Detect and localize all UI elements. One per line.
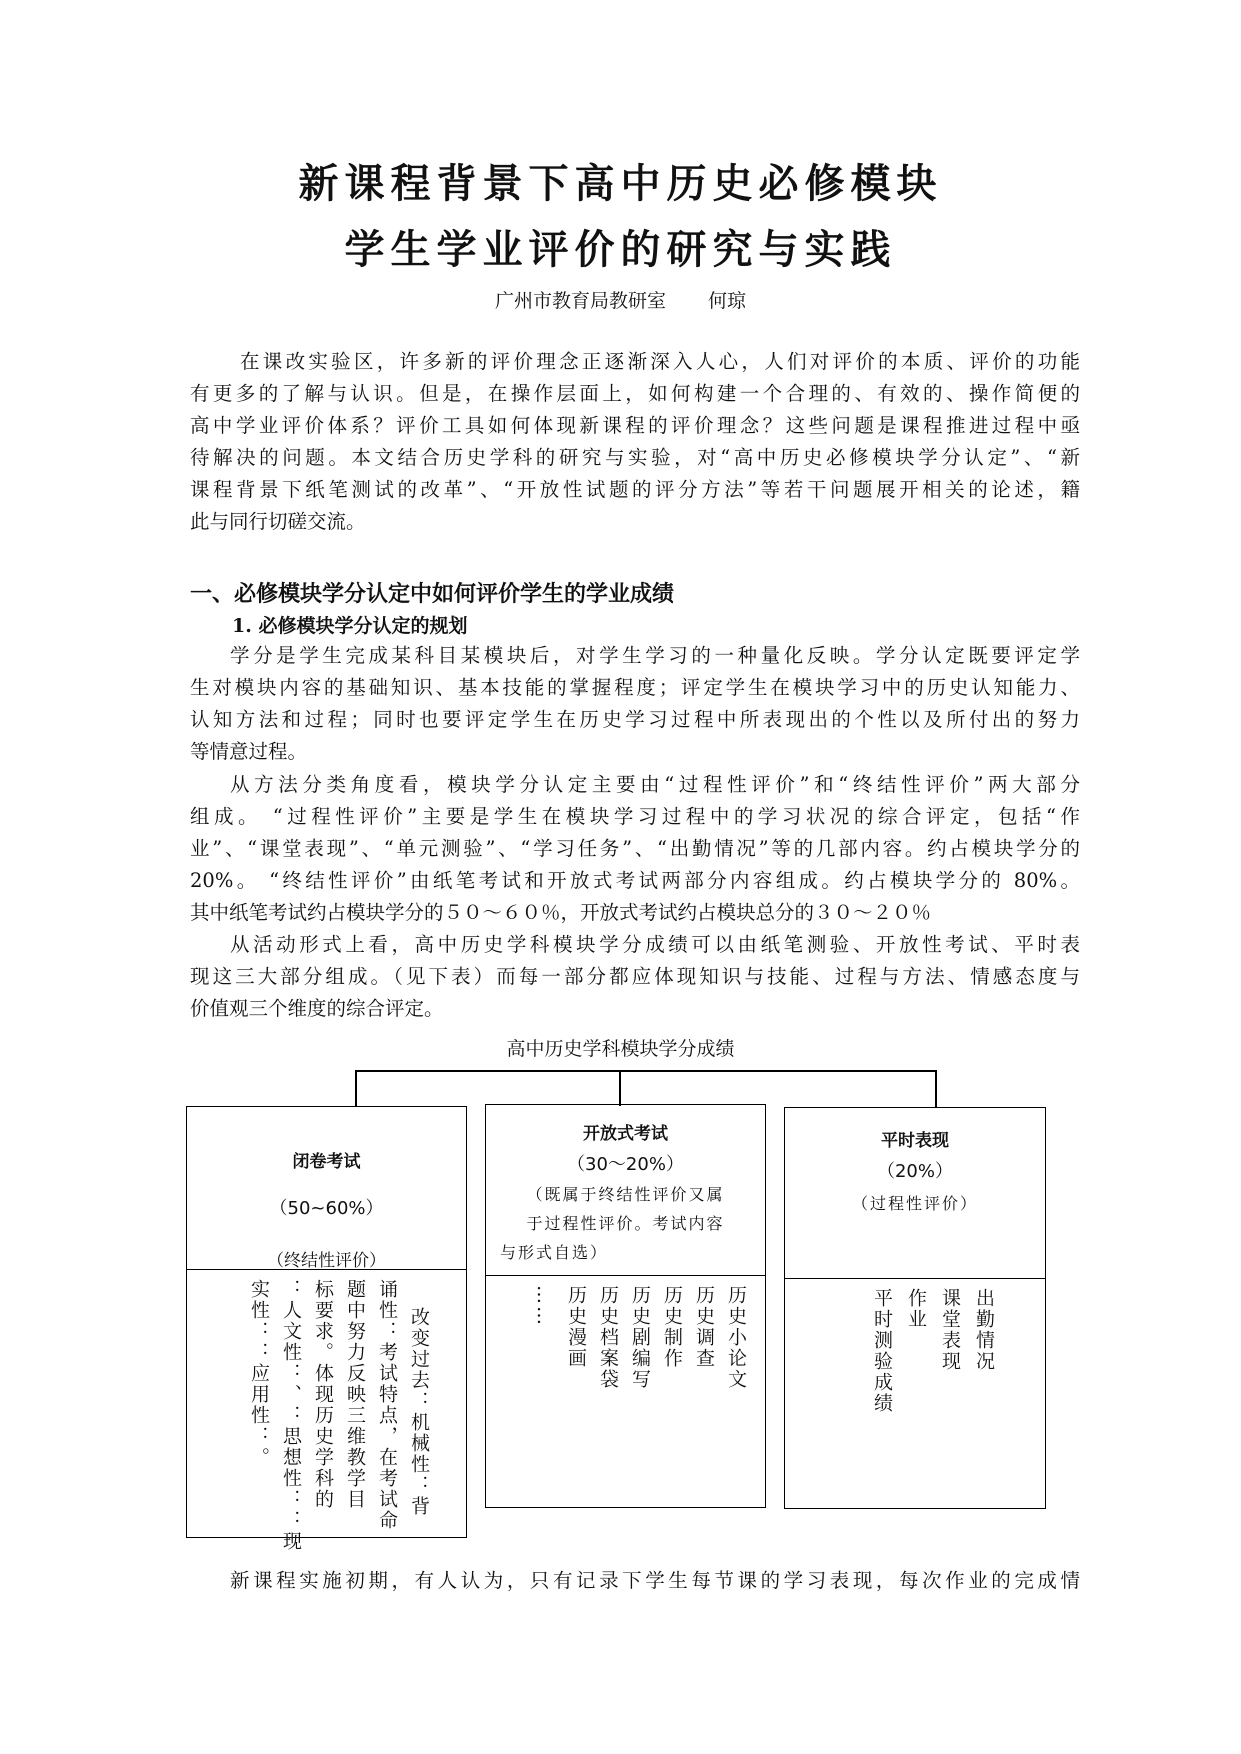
author-org: 广州市教育局教研室: [494, 290, 666, 312]
subsection-heading: 1. 必修模块学分认定的规划: [232, 615, 468, 637]
box-closed-exam-note: （终结性评价）: [267, 1251, 386, 1271]
box-open-exam: [485, 1104, 766, 1508]
text-line: 课程背景下纸笔测试的改革”、“开放性试题的评分方法”等若干问题展开相关的论述，籍: [190, 478, 1080, 501]
text-line: 从方法分类角度看，模块学分认定主要由“过程性评价”和“终结性评价”两大部分: [230, 773, 1080, 796]
text-line: 现这三大部分组成。（见下表）而每一部分都应体现知识与技能、过程与方法、情感态度与: [190, 965, 1080, 988]
text-line: 学分是学生完成某科目某模块后，对学生学习的一种量化反映。学分认定既要评定学: [230, 644, 1080, 667]
box-open-exam-columns: [533, 1285, 747, 1390]
text-line: 生对模块内容的基础知识、基本技能的掌握程度；评定学生在模块学习中的历史认知能力、: [190, 676, 1080, 699]
text-line: 有更多的了解与认识。但是，在操作层面上，如何构建一个合理的、有效的、操作简便的: [190, 382, 1080, 405]
vertical-text-column: 历史漫画: [565, 1285, 587, 1369]
connector-left: [355, 1070, 357, 1107]
text-line: 20%。 “终结性评价”由纸笔考试和开放式考试两部分内容组成。约占模块学分的 80%。: [190, 869, 1080, 892]
vertical-text-column: 改变过去：机械性：背: [408, 1307, 430, 1517]
vertical-text-column: 历史调查: [693, 1285, 715, 1369]
vertical-text-column: 作业: [905, 1288, 927, 1330]
box-daily-performance: [784, 1107, 1046, 1509]
box-open-exam-note-3: 与形式自选）: [500, 1243, 609, 1262]
author-name: 何琼: [708, 290, 747, 312]
text-line: 从活动形式上看，高中历史学科模块学分成绩可以由纸笔测验、开放性考试、平时表: [230, 933, 1080, 956]
connector-middle: [619, 1070, 621, 1106]
box-daily-performance-header: [785, 1108, 1045, 1279]
box-closed-exam-body: [187, 1269, 466, 1552]
text-line: 组成。 “过程性评价”主要是学生在模块学习过程中的学习状况的综合评定，包括“作: [190, 805, 1080, 828]
text-line: 价值观三个维度的综合评定。: [190, 997, 444, 1020]
vertical-text-column: 历史档案袋: [597, 1285, 619, 1390]
box-daily-performance-body: [785, 1278, 1045, 1508]
text-line: 认知方法和过程；同时也要评定学生在历史学习过程中所表现出的个性以及所付出的努力: [190, 708, 1080, 731]
vertical-text-column: 实性：：应用性：。: [248, 1279, 270, 1468]
text-line: 待解决的问题。本文结合历史学科的研究与实验，对“高中历史必修模块学分认定”、“新: [190, 446, 1080, 469]
vertical-text-column: 历史制作: [661, 1285, 683, 1369]
box-closed-exam-percent: （50~60%）: [269, 1198, 384, 1219]
text-line: 高中学业评价体系？评价工具如何体现新课程的评价理念？这些问题是课程推进过程中亟: [190, 414, 1080, 437]
page-title-line-1: 新课程背景下高中历史必修模块: [298, 161, 943, 207]
box-open-exam-percent: （30～20%）: [567, 1154, 684, 1175]
box-open-exam-body: [486, 1275, 765, 1507]
vertical-text-column: 平时测验成绩: [871, 1288, 893, 1414]
box-closed-exam-title: 闭卷考试: [292, 1152, 361, 1172]
box-closed-exam: [186, 1106, 467, 1552]
box-open-exam-title: 开放式考试: [583, 1124, 668, 1144]
diagram-caption: 高中历史学科模块学分成绩: [506, 1038, 735, 1060]
vertical-text-column: 出勤情况: [973, 1288, 995, 1372]
box-daily-performance-percent: （20%）: [876, 1161, 953, 1182]
text-line: 此与同行切磋交流。: [190, 510, 366, 533]
section-heading: 一、必修模块学分认定中如何评价学生的学业成绩: [190, 582, 675, 607]
closing-paragraph-line: 新课程实施初期，有人认为，只有记录下学生每节课的学习表现，每次作业的完成情: [230, 1569, 1080, 1592]
vertical-text-column: ：人文性：、：思想性：：现: [280, 1279, 302, 1552]
text-line: 等情意过程。: [190, 740, 308, 763]
vertical-text-column: ……: [533, 1285, 555, 1327]
box-daily-performance-title: 平时表现: [881, 1131, 949, 1151]
text-line: 在课改实验区，许多新的评价理念正逐渐深入人心，人们对评价的本质、评价的功能: [240, 350, 1080, 373]
box-daily-performance-columns: [871, 1288, 995, 1414]
vertical-text-column: 历史小论文: [725, 1285, 747, 1390]
box-open-exam-header: [486, 1105, 765, 1276]
connector-right: [935, 1070, 937, 1108]
box-closed-exam-columns: [248, 1279, 430, 1552]
vertical-text-column: 标要求。体现历史学科的: [312, 1279, 334, 1510]
author-line: [0, 286, 1241, 313]
vertical-text-column: 诵性：考试特点，在考试命: [376, 1279, 398, 1531]
box-open-exam-note-1: （既属于终结性评价又属: [526, 1185, 725, 1204]
page-title-line-2: 学生学业评价的研究与实践: [344, 227, 897, 273]
connector-horizontal: [355, 1070, 937, 1072]
box-daily-performance-note: （过程性评价）: [851, 1194, 978, 1213]
box-open-exam-note-2: 于过程性评价。考试内容: [526, 1214, 725, 1233]
text-line: 其中纸笔考试约占模块学分的５０～６０％，开放式考试约占模块总分的３０～２０％: [190, 901, 932, 924]
vertical-text-column: 历史剧编写: [629, 1285, 651, 1390]
text-line: 业”、“课堂表现”、“单元测验”、“学习任务”、“出勤情况”等的几部内容。约占模块学分的: [190, 837, 1080, 860]
box-closed-exam-header: [187, 1107, 466, 1270]
vertical-text-column: 课堂表现: [939, 1288, 961, 1372]
vertical-text-column: 题中努力反映三维教学目: [344, 1279, 366, 1510]
